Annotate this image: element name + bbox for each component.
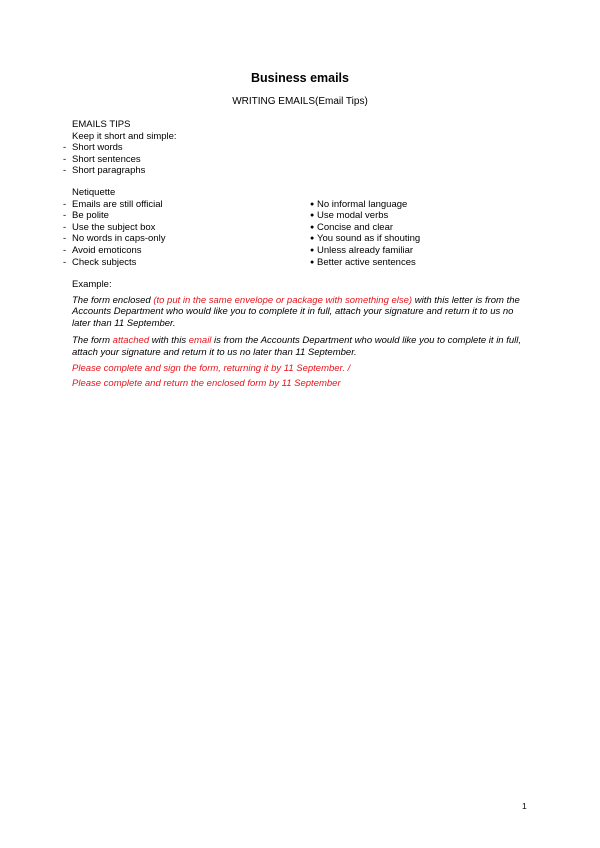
list-item: ● Use modal verbs	[310, 210, 420, 222]
netiquette-section	[62, 187, 482, 268]
example-text: The form	[72, 335, 113, 347]
example-text: with this letter is from the Accounts Department who would like you to complete it in full, attach your signature and return it to us no later than 11 September.	[72, 294, 520, 329]
list-item: - Use the subject box	[62, 222, 310, 234]
example-paragraph-1	[72, 295, 524, 330]
email-tips-heading: EMAILS TIPS	[72, 119, 131, 130]
list-item: - Be polite	[62, 210, 310, 222]
example-paragraph-3: Please complete and sign the form, returning it by 11 September. /	[72, 362, 351, 374]
example-highlight: attached	[112, 335, 150, 347]
email-tips-list	[62, 142, 177, 177]
list-item: - Short sentences	[62, 154, 177, 166]
example-text: with this	[149, 335, 189, 347]
email-tips-intro: Keep it short and simple:	[72, 130, 177, 142]
list-item: ● Unless already familiar	[310, 245, 420, 257]
list-item: ● Concise and clear	[310, 222, 420, 234]
list-item: ● Better active sentences	[310, 257, 420, 269]
example-paragraph-2	[72, 335, 524, 358]
list-item: - Short paragraphs	[62, 165, 177, 177]
document-title: Business emails	[251, 71, 349, 85]
document-subtitle: WRITING EMAILS(Email Tips)	[232, 96, 368, 107]
example-text: is from the Accounts Department who would like you to complete it in full, attach your signature and return it to us no later than 11 September.	[72, 335, 522, 358]
email-tips-section	[62, 119, 177, 177]
list-item: - Check subjects	[62, 257, 310, 269]
page-number: 1	[522, 801, 527, 811]
example-text: The form enclosed	[72, 294, 151, 306]
netiquette-heading: Netiquette	[72, 187, 116, 198]
list-item: - Short words	[62, 142, 177, 154]
netiquette-left-list	[62, 199, 310, 269]
list-item: - Avoid emoticons	[62, 245, 310, 257]
example-highlight: email	[188, 335, 212, 347]
netiquette-right-list	[310, 199, 420, 269]
list-item: - Emails are still official	[62, 199, 310, 211]
example-paragraph-4: Please complete and return the enclosed form by 11 September	[72, 378, 341, 390]
example-section	[72, 279, 524, 390]
example-highlight: (to put in the same envelope or package with something else)	[150, 294, 413, 306]
list-item: ● No informal language	[310, 199, 420, 211]
list-item: - No words in caps-only	[62, 233, 310, 245]
example-label: Example:	[72, 279, 112, 290]
list-item: ● You sound as if shouting	[310, 233, 420, 245]
